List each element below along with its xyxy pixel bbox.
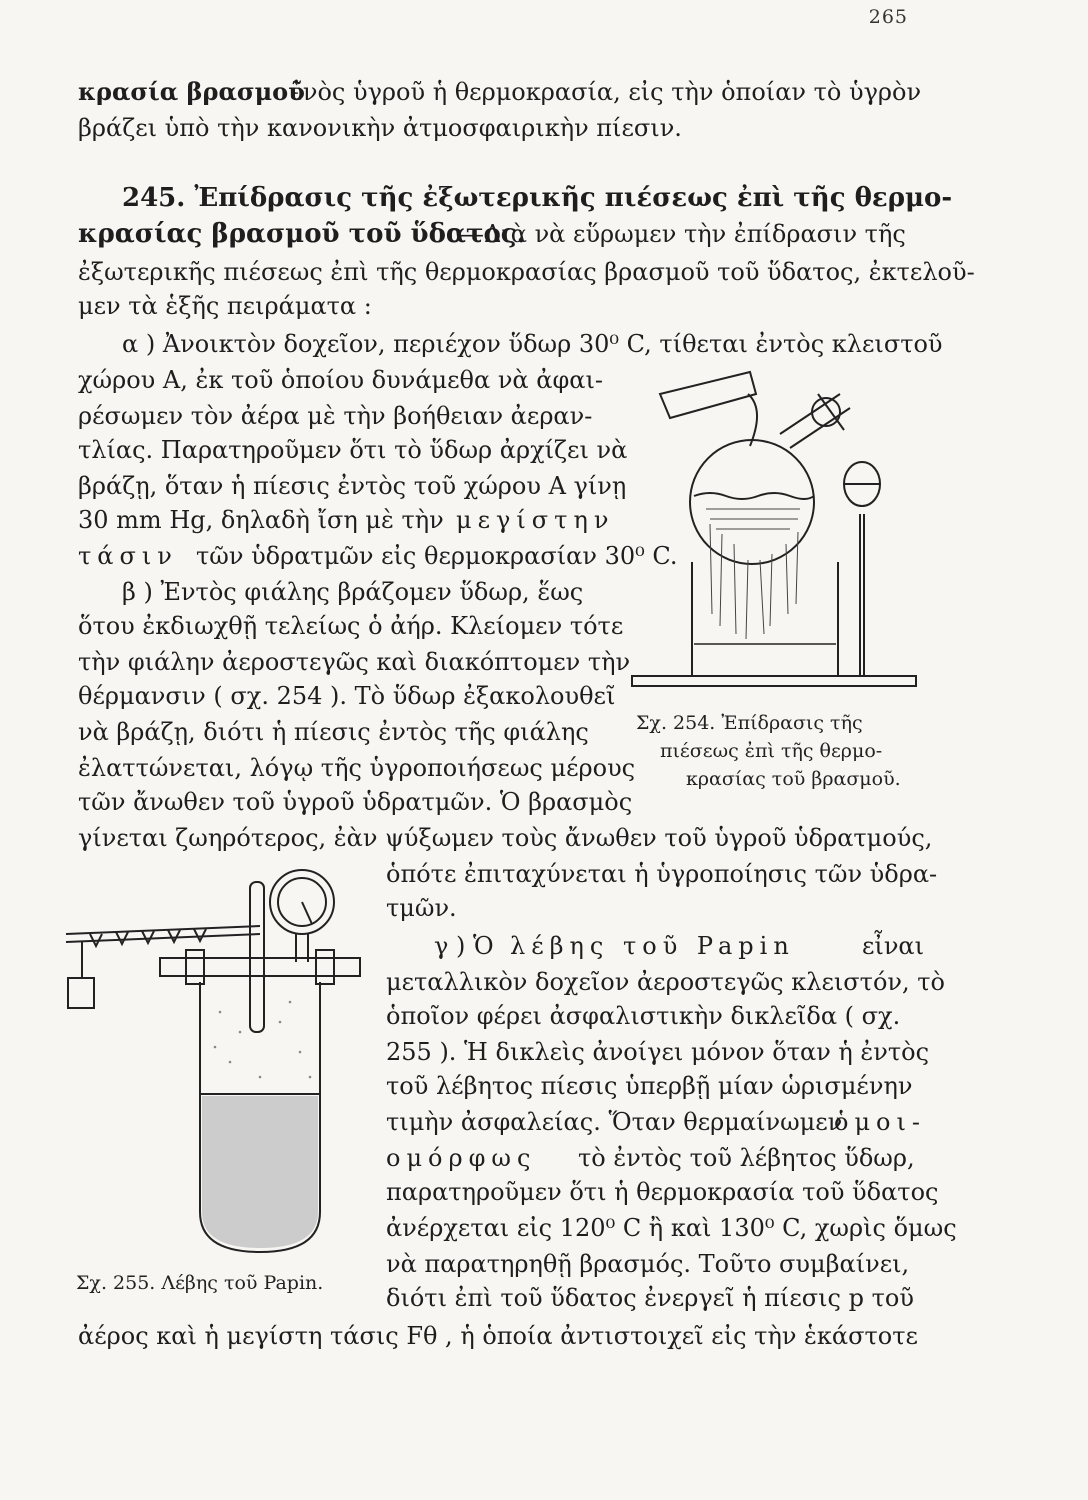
text-line: ἀνέρχεται εἰς 120⁰ C ἢ καὶ 130⁰ C, χωρὶς ὅμως [386,1214,957,1242]
spaced-text: ὁμοι- [834,1108,927,1136]
text-line: νὰ παρατηρηθῇ βρασμός. Τοῦτο συμβαίνει, [386,1250,910,1278]
text-line: τῶν ἄνωθεν τοῦ ὑγροῦ ὑδρατμῶν. Ὁ βρασμὸς [78,788,633,816]
figure-caption: Σχ. 254. Ἐπίδρασις τῆς [636,712,863,734]
spaced-text: ομόρφως [386,1144,537,1172]
spaced-text: λέβης τοῦ Papin [510,932,795,960]
text-line: γ ) Ὁ [434,932,494,960]
lower-beaker [692,562,838,676]
section-heading: 245. Ἐπίδρασις τῆς ἐξωτερικῆς πιέσεως ἐπὶ τῆς θερμο- [122,183,953,213]
text-line: ὁπότε ἐπιταχύνεται ἡ ὑγροποίησις τῶν ὑδρα- [386,860,938,888]
text-line: βράζῃ, ὅταν ἡ πίεσις ἐντὸς τοῦ χώρου Α γίνῃ [78,472,627,500]
text-line: χώρου Α, ἐκ τοῦ ὁποίου δυνάμεθα νὰ ἀφαι- [78,366,603,394]
text-line: μεν τὰ ἑξῆς πειράματα : [78,292,372,320]
text-line: ἑνὸς ὑγροῦ ἡ θερμοκρασία, εἰς τὴν ὁποίαν τὸ ὑγρὸν [290,78,922,106]
text-line: ἀέρος καὶ ἡ μεγίστη τάσις Fθ , ἡ ὁποία ἀντιστοιχεῖ εἰς τὴν ἑκάστοτε [78,1322,918,1350]
boiler-lid [160,958,360,976]
figure-caption: Σχ. 255. Λέβης τοῦ Papin. [76,1272,324,1294]
valve-lever [66,926,260,934]
text-line: εἶναι [862,932,925,960]
figure-caption: κρασίας τοῦ βρασμοῦ. [686,768,901,790]
text-line: ἐξωτερικῆς πιέσεως ἐπὶ τῆς θερμοκρασίας βρασμοῦ τοῦ ὕδατος, ἐκτελοῦ- [78,258,975,286]
text-line: μεταλλικὸν δοχεῖον ἀεροστεγῶς κλειστόν, τὸ [386,968,945,996]
text-line: τμῶν. [386,894,457,922]
text-line: ρέσωμεν τὸν ἀέρα μὲ τὴν βοήθειαν ἀεραν- [78,402,593,430]
text-line: παρατηροῦμεν ὅτι ἡ θερμοκρασία τοῦ ὕδατος [386,1178,939,1206]
text-line: —Διὰ νὰ εὕρωμεν τὴν ἐπίδρασιν τῆς [460,220,906,248]
section-heading: κρασίας βρασμοῦ τοῦ ὕδατος. [78,219,526,249]
pouring-beaker [660,372,756,418]
text-line: τῶν ὑδρατμῶν εἰς θερμοκρασίαν 30⁰ C. [196,542,678,570]
boiler-water [202,1096,318,1248]
figure-caption: πιέσεως ἐπὶ τῆς θερμο- [660,740,883,762]
text-line: νὰ βράζῃ, διότι ἡ πίεσις ἐντὸς τῆς φιάλης [78,718,589,746]
text-line: βράζει ὑπὸ τὴν κανονικὴν ἀτμοσφαιρικὴν πίεσιν. [78,114,682,142]
text-line: α ) Ἀνοικτὸν δοχεῖον, περιέχον ὕδωρ 30⁰ C, τίθεται ἐντὸς κλειστοῦ [122,330,943,358]
base-plate [632,676,916,686]
water-level [694,493,814,499]
text-line: 30 mm Hg, δηλαδὴ ἴση μὲ τὴν [78,506,444,534]
text-line: 255 ). Ἡ δικλεὶς ἀνοίγει μόνον ὅταν ἡ ἐντὸς [386,1038,930,1066]
text-line: ὅτου ἐκδιωχθῇ τελείως ὁ ἀήρ. Κλείομεν τότε [78,612,624,640]
text-line: θέρμανσιν ( σχ. 254 ). Τὸ ὕδωρ ἐξακολουθεῖ [78,682,616,710]
text-line: ὁποῖον φέρει ἀσφαλιστικὴν δικλεῖδα ( σχ. [386,1002,901,1030]
boiling-flask-diagram [630,364,920,694]
text-line: τλίας. Παρατηροῦμεν ὅτι τὸ ὕδωρ ἀρχίζει νὰ [78,436,628,464]
page-number: 265 [868,6,908,28]
text-line: διότι ἐπὶ τοῦ ὕδατος ἐνεργεῖ ἡ πίεσις p τοῦ [386,1284,914,1312]
text-line: τιμὴν ἀσφαλείας. Ὅταν θερμαίνωμεν [386,1108,843,1136]
text-line: β ) Ἐντὸς φιάλης βράζομεν ὕδωρ, ἕως [122,578,584,606]
figure-254 [630,364,920,694]
spaced-text: τάσιν [78,542,178,570]
valve-weight [68,978,94,1008]
text-line: τοῦ λέβητος πίεσις ὑπερβῇ μίαν ὡρισμένην [386,1072,913,1100]
text-line: γίνεται ζωηρότερος, ἐὰν ψύξωμεν τοὺς ἄνωθεν τοῦ ὑγροῦ ὑδρατμούς, [78,824,933,852]
flask [690,440,814,564]
text-line: κρασία βρασμοῦ [78,77,305,106]
text-line: ἐλαττώνεται, λόγῳ τῆς ὑγροποιήσεως μέρους [78,754,636,782]
text-line: τὸ ἐντὸς τοῦ λέβητος ὕδωρ, [578,1144,915,1172]
text-line: τὴν φιάλην ἀεροστεγῶς καὶ διακόπτομεν τὴν [78,648,631,676]
spaced-text: μεγίστην [456,506,615,534]
figure-255 [60,862,380,1262]
papin-boiler-diagram [60,862,380,1262]
